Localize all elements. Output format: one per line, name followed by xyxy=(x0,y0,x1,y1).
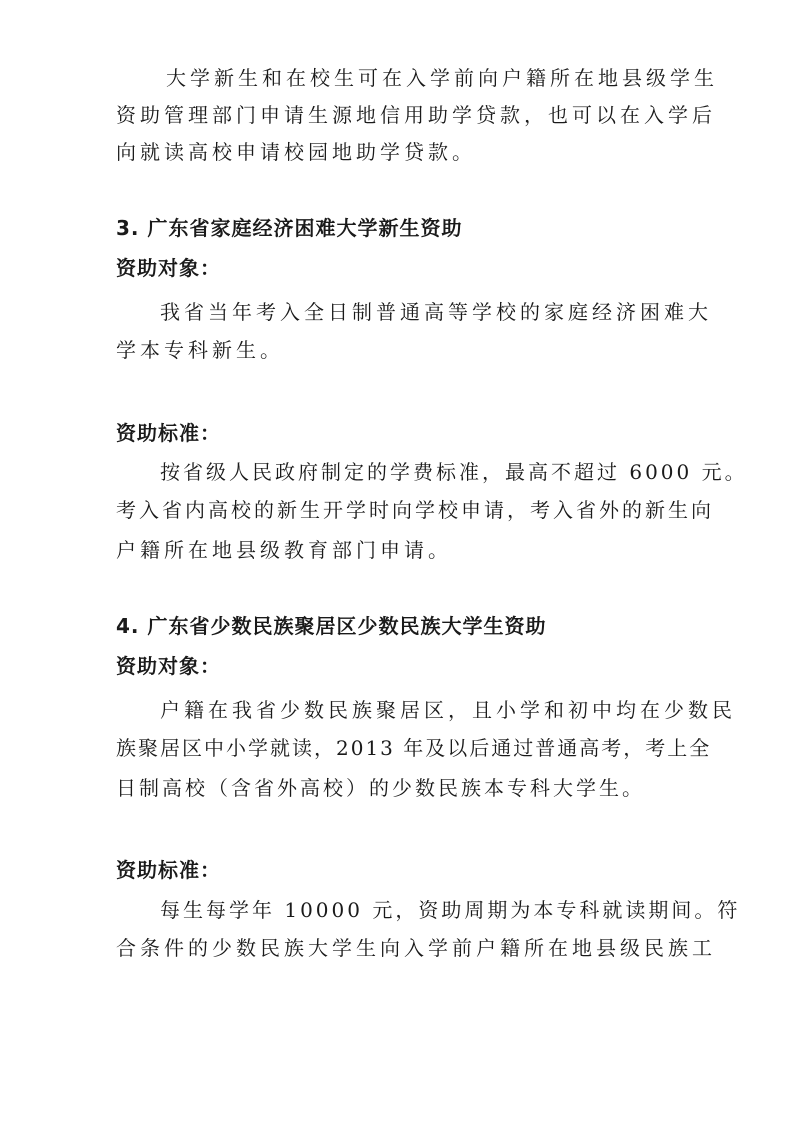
section-3-standard-line-3: 户籍所在地县级教育部门申请。 xyxy=(116,538,452,562)
section-4-standard-label: 资助标准： xyxy=(116,858,221,882)
intro-line-1: 大学新生和在校生可在入学前向户籍所在地县级学生 xyxy=(166,66,718,90)
section-4-standard-line-1: 每生每学年 10000 元，资助周期为本专科就读期间。符 xyxy=(160,898,741,922)
intro-line-3: 向就读高校申请校园地助学贷款。 xyxy=(116,140,476,164)
section-3-standard-line-2: 考入省内高校的新生开学时向学校申请，考入省外的新生向 xyxy=(116,498,714,522)
section-3-target-line-2: 学本专科新生。 xyxy=(116,338,284,362)
section-4-target-label: 资助对象： xyxy=(116,654,221,678)
section-4-title: 4. 广东省少数民族聚居区少数民族大学生资助 xyxy=(116,614,547,638)
section-3-target-label: 资助对象： xyxy=(116,256,221,280)
section-4-target-line-3: 日制高校（含省外高校）的少数民族本专科大学生。 xyxy=(116,776,645,800)
intro-line-2: 资助管理部门申请生源地信用助学贷款，也可以在入学后 xyxy=(116,103,716,127)
section-3-target-line-1: 我省当年考入全日制普通高等学校的家庭经济困难大 xyxy=(160,300,712,324)
section-3-standard-label: 资助标准： xyxy=(116,421,221,445)
section-4-standard-line-2: 合条件的少数民族大学生向入学前户籍所在地县级民族工 xyxy=(116,936,716,960)
section-4-target-line-1: 户籍在我省少数民族聚居区，且小学和初中均在少数民 xyxy=(160,698,736,722)
section-4-target-line-2: 族聚居区中小学就读，2013 年及以后通过普通高考，考上全 xyxy=(116,736,712,760)
section-3-title: 3. 广东省家庭经济困难大学新生资助 xyxy=(116,216,463,240)
section-3-standard-line-1: 按省级人民政府制定的学费标准，最高不超过 6000 元。 xyxy=(160,460,748,484)
